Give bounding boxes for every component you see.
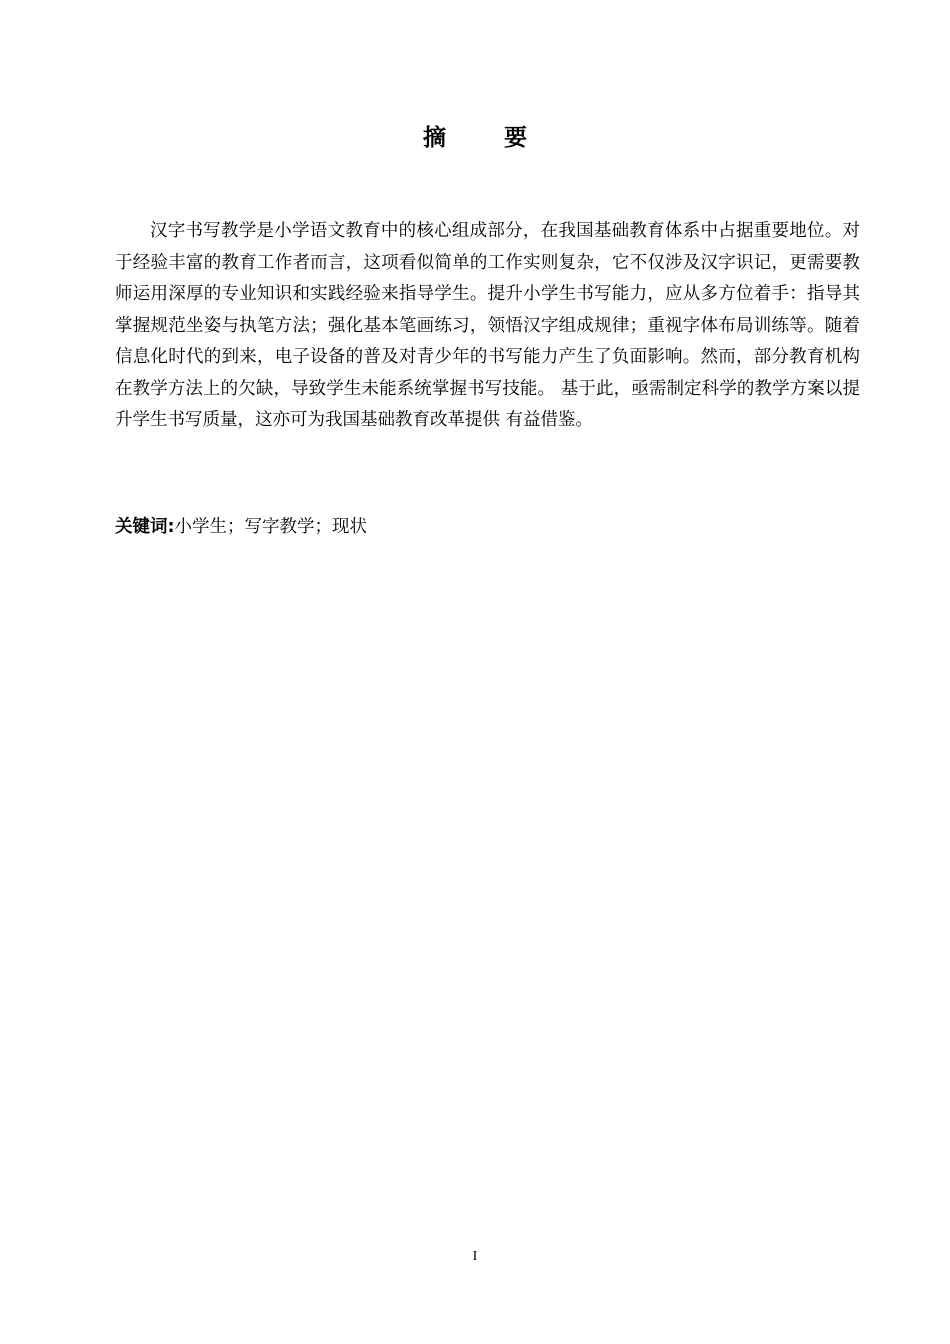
keywords-text: 小学生；写字教学；现状 (174, 517, 367, 537)
abstract-body: 汉字书写教学是小学语文教育中的核心组成部分，在我国基础教育体系中占据重要地位。对于经验丰富的教育工作者而言，这项看似简单的工作实则复杂，它不仅涉及汉字识记，更需要教师运用深厚的专业知识和实践经验来指导学生。提升小学生书写能力，应从多方位着手：指导其掌握规范坐姿与执笔方法；强化基本笔画练习，领悟汉字组成规律；重视字体布局训练等。随着信息化时代的到来，电子设备的普及对青少年的书写能力产生了负面影响。然而，部分教育机构在教学方法上的欠缺，导致学生未能系统掌握书写技能。 基于此，亟需制定科学的教学方案以提升学生书写质量，这亦可为我国基础教育改革提供 有益借鉴。 (115, 221, 860, 430)
keywords-line (115, 512, 860, 543)
page-number: I (472, 1249, 478, 1264)
keywords-label: 关键词: (115, 517, 175, 537)
abstract-title: 摘 要 (422, 125, 552, 151)
